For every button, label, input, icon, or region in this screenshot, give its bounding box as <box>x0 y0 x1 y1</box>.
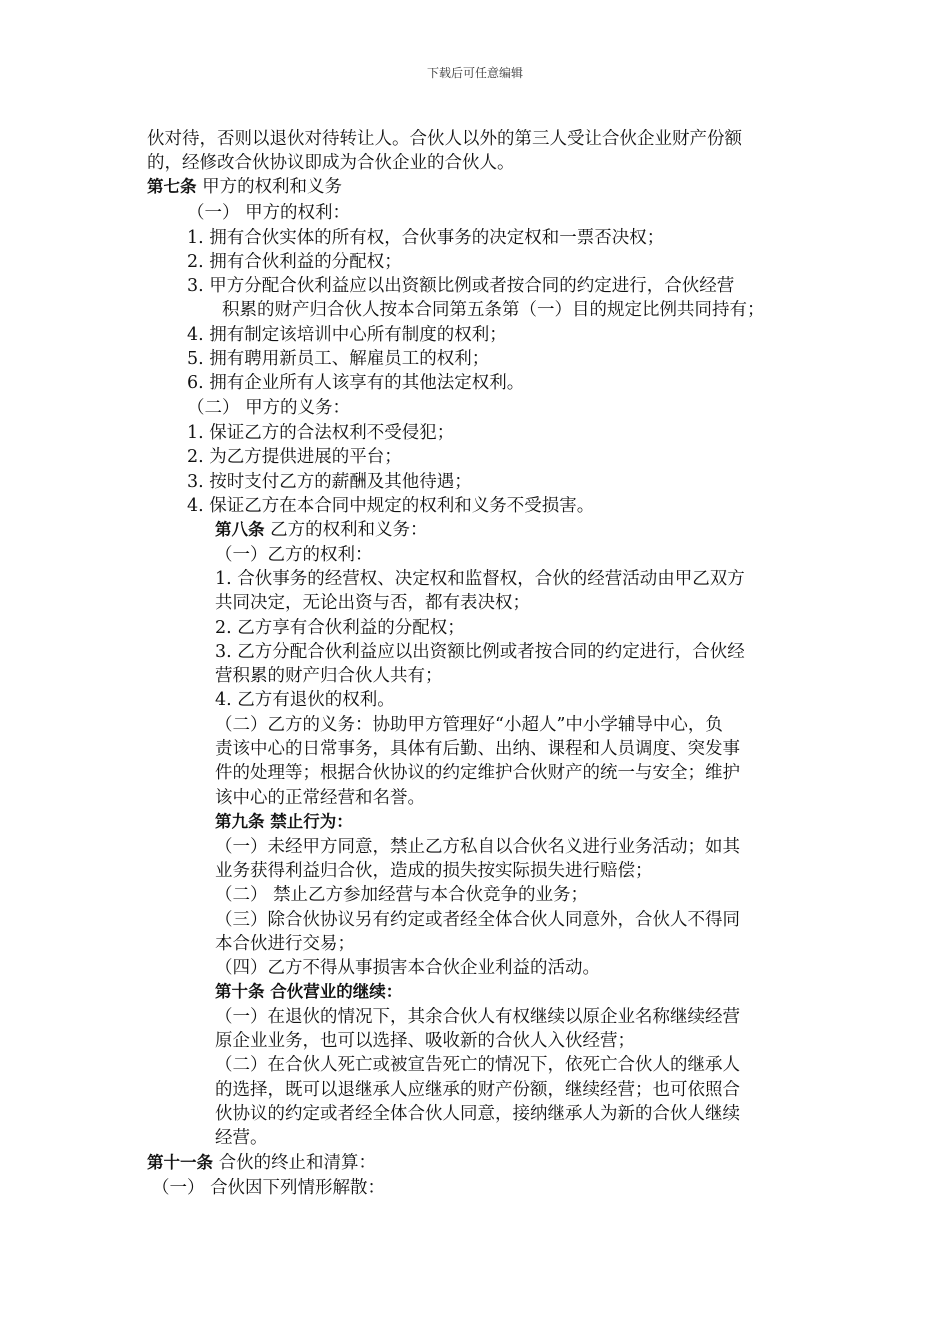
section-title: 甲方的权利和义务 <box>196 177 343 197</box>
doc-line: 本合伙进行交易； <box>215 934 355 954</box>
doc-line: 经营。 <box>215 1128 268 1148</box>
doc-line: 2. 拥有合伙利益的分配权； <box>187 252 402 272</box>
doc-line: 6. 拥有企业所有人该享有的其他法定权利。 <box>187 373 525 393</box>
doc-line: 的，经修改合伙协议即成为合伙企业的合伙人。 <box>147 153 515 173</box>
doc-line: 1. 合伙事务的经营权、决定权和监督权，合伙的经营活动由甲乙双方 <box>215 569 745 589</box>
doc-line: 4. 乙方有退伙的权利。 <box>215 690 395 710</box>
doc-line: 3. 乙方分配合伙利益应以出资额比例或者按合同的约定进行，合伙经 <box>215 642 745 662</box>
doc-line: （一）乙方的权利： <box>215 545 373 565</box>
doc-line <box>215 810 353 834</box>
doc-line: （二） 甲方的义务： <box>187 398 351 418</box>
doc-line: 4. 拥有制定该培训中心所有制度的权利； <box>187 325 507 345</box>
doc-line: 件的处理等；根据合伙协议的约定维护合伙财产的统一与安全；维护 <box>215 763 740 783</box>
doc-line: 5. 拥有聘用新员工、解雇员工的权利； <box>187 349 490 369</box>
section-title: 合伙的终止和清算： <box>213 1153 377 1173</box>
doc-line: 积累的财产归合伙人按本合同第五条第（一）目的规定比例共同持有； <box>222 300 765 320</box>
doc-line: 的选择，既可以退继承人应继承的财产份额，继续经营；也可依照合 <box>215 1080 740 1100</box>
doc-line: 伙协议的约定或者经全体合伙人同意，接纳继承人为新的合伙人继续 <box>215 1104 740 1124</box>
doc-line: 营积累的财产归合伙人共有； <box>215 666 443 686</box>
doc-line: （二）乙方的义务：协助甲方管理好“小超人”中小学辅导中心，负 <box>215 715 723 735</box>
doc-line: （三）除合伙协议另有约定或者经全体合伙人同意外，合伙人不得同 <box>215 910 740 930</box>
doc-line <box>215 518 428 542</box>
section-title: 乙方的权利和义务： <box>264 520 428 540</box>
doc-line: 1. 拥有合伙实体的所有权，合伙事务的决定权和一票否决权； <box>187 228 665 248</box>
doc-line: （一） 甲方的权利： <box>187 203 351 223</box>
section-heading: 第七条 <box>147 177 197 196</box>
section-heading: 第八条 <box>215 520 265 539</box>
doc-line: 共同决定，无论出资与否，都有表决权； <box>215 593 530 613</box>
doc-line <box>147 1151 376 1175</box>
doc-line: （一） 合伙因下列情形解散： <box>152 1178 386 1198</box>
doc-line: （二）在合伙人死亡或被宣告死亡的情况下，依死亡合伙人的继承人 <box>215 1055 740 1075</box>
doc-line: 原企业业务，也可以选择、吸收新的合伙人入伙经营； <box>215 1031 635 1051</box>
doc-line <box>147 175 342 199</box>
doc-line: 3. 甲方分配合伙利益应以出资额比例或者按合同的约定进行，合伙经营 <box>187 276 735 296</box>
doc-line: （四）乙方不得从事损害本合伙企业利益的活动。 <box>215 958 600 978</box>
doc-line: 3. 按时支付乙方的薪酬及其他待遇； <box>187 472 472 492</box>
page-header: 下载后可任意编辑 <box>426 66 523 80</box>
section-heading: 第十条 合伙营业的继续： <box>215 982 403 1001</box>
doc-line: （一）未经甲方同意，禁止乙方私自以合伙名义进行业务活动；如其 <box>215 837 740 857</box>
doc-line: （一）在退伙的情况下，其余合伙人有权继续以原企业名称继续经营 <box>215 1007 740 1027</box>
doc-line: 2. 乙方享有合伙利益的分配权； <box>215 618 465 638</box>
doc-line: 责该中心的日常事务，具体有后勤、出纳、课程和人员调度、突发事 <box>215 739 740 759</box>
doc-line: （二） 禁止乙方参加经营与本合伙竞争的业务； <box>215 885 589 905</box>
doc-line: 1. 保证乙方的合法权利不受侵犯； <box>187 423 455 443</box>
doc-line: 业务获得利益归合伙，造成的损失按实际损失进行赔偿； <box>215 861 653 881</box>
doc-line: 伙对待，否则以退伙对待转让人。合伙人以外的第三人受让合伙企业财产份额 <box>147 129 742 149</box>
doc-line <box>215 980 402 1004</box>
section-heading: 第九条 禁止行为： <box>215 812 353 831</box>
doc-line: 4. 保证乙方在本合同中规定的权利和义务不受损害。 <box>187 496 595 516</box>
doc-line: 该中心的正常经营和名誉。 <box>215 788 425 808</box>
doc-line: 2. 为乙方提供进展的平台； <box>187 447 402 467</box>
section-heading: 第十一条 <box>147 1153 213 1172</box>
